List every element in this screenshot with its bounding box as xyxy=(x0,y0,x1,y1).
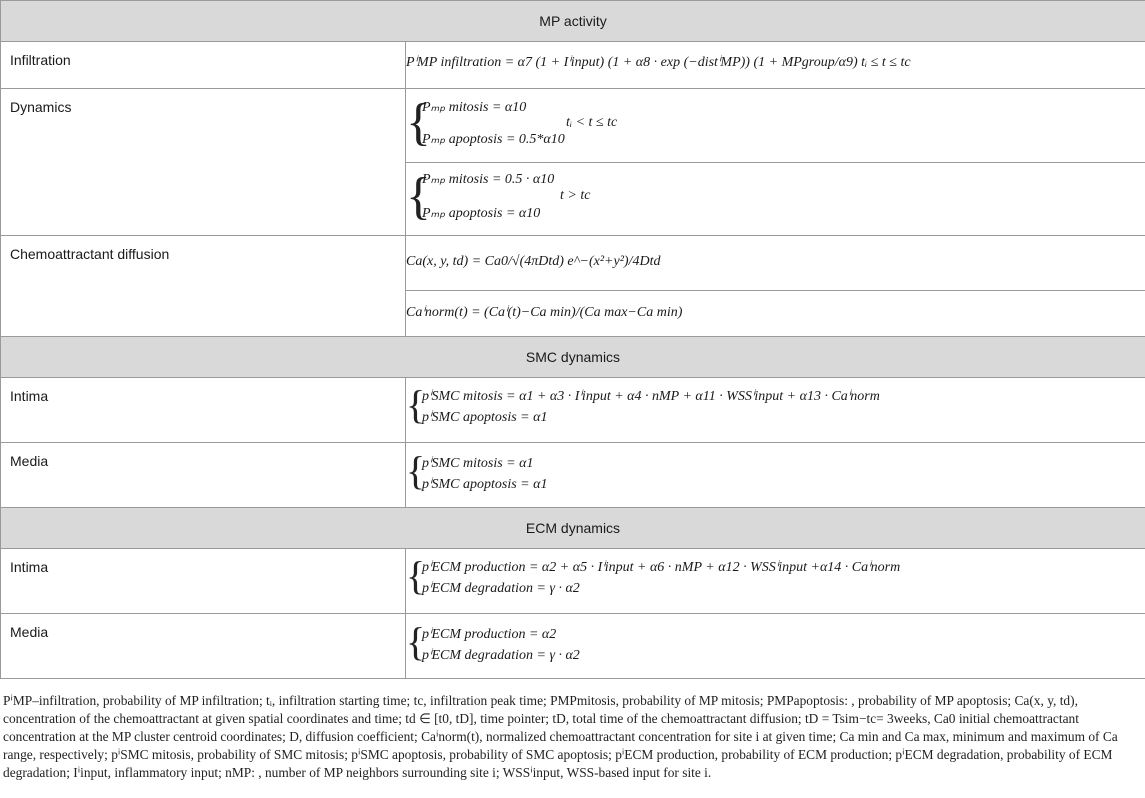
row-label-dynamics: Dynamics xyxy=(1,89,406,236)
mp-apoptosis-eq: Pₘₚ apoptosis = 0.5*α10 xyxy=(422,132,565,147)
formula-infiltration xyxy=(406,42,1145,89)
table-footnote xyxy=(3,692,1143,782)
ecm-intima-production-eq: pⁱECM production = α2 + α5 · Iⁱinput + α6 · nMP + α12 · WSSⁱinput +α14 · Caⁱnorm xyxy=(422,560,901,575)
smc-media-mitosis-eq: pⁱSMC mitosis = α1 xyxy=(422,456,534,471)
formula-chemo-norm xyxy=(406,291,1145,337)
section-header-smc-dynamics: SMC dynamics xyxy=(1,337,1145,378)
mp-apoptosis-eq-2: Pₘₚ apoptosis = α10 xyxy=(422,206,541,221)
row-label-smc-media: Media xyxy=(1,443,406,508)
mp-mitosis-eq: Pₘₚ mitosis = α10 xyxy=(422,100,527,115)
row-label-chemoattractant: Chemoattractant diffusion xyxy=(1,236,406,337)
footnote-text: PⁱMP–infiltration, probability of MP infiltration; tᵢ, infiltration starting time; tc, infiltration peak time; PMPmitosis, probability of MP mitosis; PMPapoptosis: , probability of MP apoptosis; Ca(x, y, td), concentration of the chemoattractant at given spatial coordinates and time; td ∈ [t0, tD], time pointer; tD, total time of the chemoattractant diffusion; tD = Tsim−tc= 3weeks, Ca0 initial chemoattractant concentration at the MP cluster centroid coordinates; D, diffusion coefficient; Caⁱnorm(t), normalized chemoattractant concentration for site i at given time; Ca min and Ca max, minimum and maximum of Ca range, respectively; pⁱSMC mitosis, probability of SMC mitosis; pⁱSMC apoptosis, probability of SMC apoptosis; pⁱECM production, probability of ECM production; pⁱECM degradation, probability of ECM degradation; Iⁱinput, inflammatory input; nMP: , number of MP neighbors surrounding site i; WSSⁱinput, WSS-based input for site i. xyxy=(3,693,1118,780)
section-header-ecm-dynamics: ECM dynamics xyxy=(1,508,1145,549)
ecm-media-degradation-eq: pⁱECM degradation = γ · α2 xyxy=(422,648,580,663)
mp-mitosis-eq-2: Pₘₚ mitosis = 0.5 · α10 xyxy=(422,172,555,187)
formula-ecm-intima xyxy=(406,549,1145,614)
ecm-media-production-eq: pⁱECM production = α2 xyxy=(422,627,557,642)
left-brace-icon: { xyxy=(406,553,426,598)
dynamics-condition-2: t > tc xyxy=(560,188,591,203)
left-brace-icon: { xyxy=(406,168,431,225)
formula-chemo-diffusion xyxy=(406,236,1145,291)
infiltration-equation: PⁱMP infiltration = α7 (1 + Iⁱinput) (1 + α8 · exp (−distⁱMP)) (1 + MPgroup/α9) tᵢ ≤ t ≤ tc xyxy=(406,55,911,70)
chemo-norm-eq: Caⁱnorm(t) = (Caⁱ(t)−Ca min)/(Ca max−Ca min) xyxy=(406,305,683,320)
formula-dynamics-case1 xyxy=(406,89,1145,163)
smc-intima-apoptosis-eq: pⁱSMC apoptosis = α1 xyxy=(422,410,548,425)
formula-ecm-media xyxy=(406,614,1145,679)
left-brace-icon: { xyxy=(406,382,426,427)
row-label-ecm-media: Media xyxy=(1,614,406,679)
smc-media-apoptosis-eq: pⁱSMC apoptosis = α1 xyxy=(422,477,548,492)
chemo-diffusion-eq: Ca(x, y, td) = Ca0/√(4πDtd) e^−(x²+y²)/4Dtd xyxy=(406,254,661,269)
section-header-mp-activity: MP activity xyxy=(1,1,1145,42)
formula-dynamics-case2 xyxy=(406,163,1145,236)
formula-smc-media xyxy=(406,443,1145,508)
row-label-ecm-intima: Intima xyxy=(1,549,406,614)
dynamics-condition-1: tᵢ < t ≤ tc xyxy=(566,115,618,130)
left-brace-icon: { xyxy=(406,619,426,664)
smc-intima-mitosis-eq: pⁱSMC mitosis = α1 + α3 · Iⁱinput + α4 · nMP + α11 · WSSⁱinput + α13 · Caⁱnorm xyxy=(422,389,880,404)
row-label-infiltration: Infiltration xyxy=(1,42,406,89)
row-label-smc-intima: Intima xyxy=(1,378,406,443)
left-brace-icon: { xyxy=(406,94,431,151)
ecm-intima-degradation-eq: pⁱECM degradation = γ · α2 xyxy=(422,581,580,596)
formula-smc-intima xyxy=(406,378,1145,443)
left-brace-icon: { xyxy=(406,448,426,493)
